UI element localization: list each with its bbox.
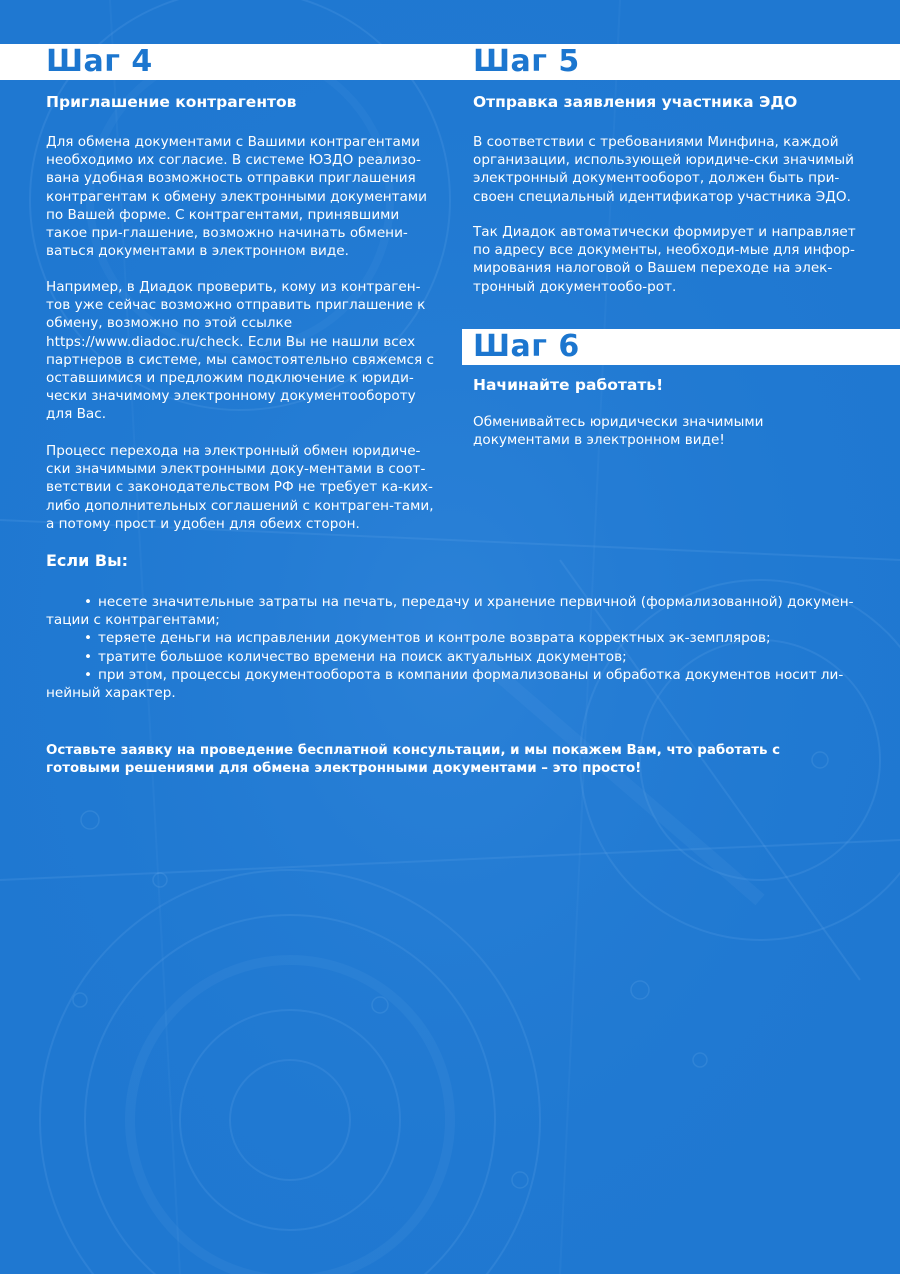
list-item-text: теряете деньги на исправлении документов и контроле возврата корректных эк-земпляров; [98,630,771,647]
list-item [46,648,854,666]
step5-subtitle: Отправка заявления участника ЭДО [473,93,798,111]
list-item-text: при этом, процессы документооборота в компании формализованы и обработка документов носит ли-нейный характер. [46,666,844,702]
step4-title: Шаг 4 [46,44,153,79]
list-item-text: несете значительные затраты на печать, передачу и хранение первичной (формализованной) докумен-тации с контрагентами; [46,594,854,629]
call-to-action: Оставьте заявку на проведение бесплатной консультации, и мы покажем Вам, что работать с готовыми решениями для обмена электронными документами – это просто! [46,743,781,777]
bullet-icon: • [84,594,93,610]
step6-subtitle: Начинайте работать! [473,376,664,394]
list-item [46,629,854,647]
bullet-icon: • [84,648,93,665]
step5-paragraph-1: В соответствии с требованиями Минфина, каждой организации, использующей юридиче-ски значимый электронный документооборот, должен быть при-своен специальный идентификатор участника ЭДО. [473,134,854,205]
step5-paragraph-2: Так Диадок автоматически формирует и направляет по адресу все документы, необходи-мые для инфор-мирования налоговой о Вашем переходе на элек-тронный документообо-рот. [473,224,856,295]
step4-subtitle: Приглашение контрагентов [46,93,297,111]
step6-paragraph: Обменивайтесь юридически значимыми документами в электронном виде! [473,414,764,449]
list-item [46,666,854,702]
step6-title: Шаг 6 [473,329,580,364]
step4-paragraph-1: Для обмена документами с Вашими контрагентами необходимо их согласие. В системе ЮЗДО реализо-вана удобная возможность отправки приглашения контрагентам к обмену электронными документами по Вашей форме. С контрагентами, принявшими такое при-глашение, возможно начинать обмени-ваться документами в электронном виде. [46,134,427,260]
step4-paragraph-2: Например, в Диадок проверить, кому из контраген-тов уже сейчас возможно отправить приглашение к обмену, возможно по этой ссылке https://www.diadoc.ru/check. Если Вы не нашли всех партнеров в системе, мы самостоятельно свяжемся с оставшимися и предложим подключение к юриди-чески значимому электронному документообороту для Вас. [46,279,435,423]
list-item [46,593,854,629]
step4-paragraph-3: Процесс перехода на электронный обмен юридиче-ски значимыми электронными доку-ментами в соот-ветствии с законодательством РФ не требует ка-ких-либо дополнительных соглашений с контраген-тами, а потому прост и удобен для обеих сторон. [46,443,434,532]
bullet-icon: • [84,630,93,647]
bullet-icon: • [84,666,93,683]
if-you-heading: Если Вы: [46,551,128,570]
if-you-list [46,593,854,702]
list-item-text: тратите большое количество времени на поиск актуальных документов; [98,648,627,665]
step5-title: Шаг 5 [473,44,580,79]
